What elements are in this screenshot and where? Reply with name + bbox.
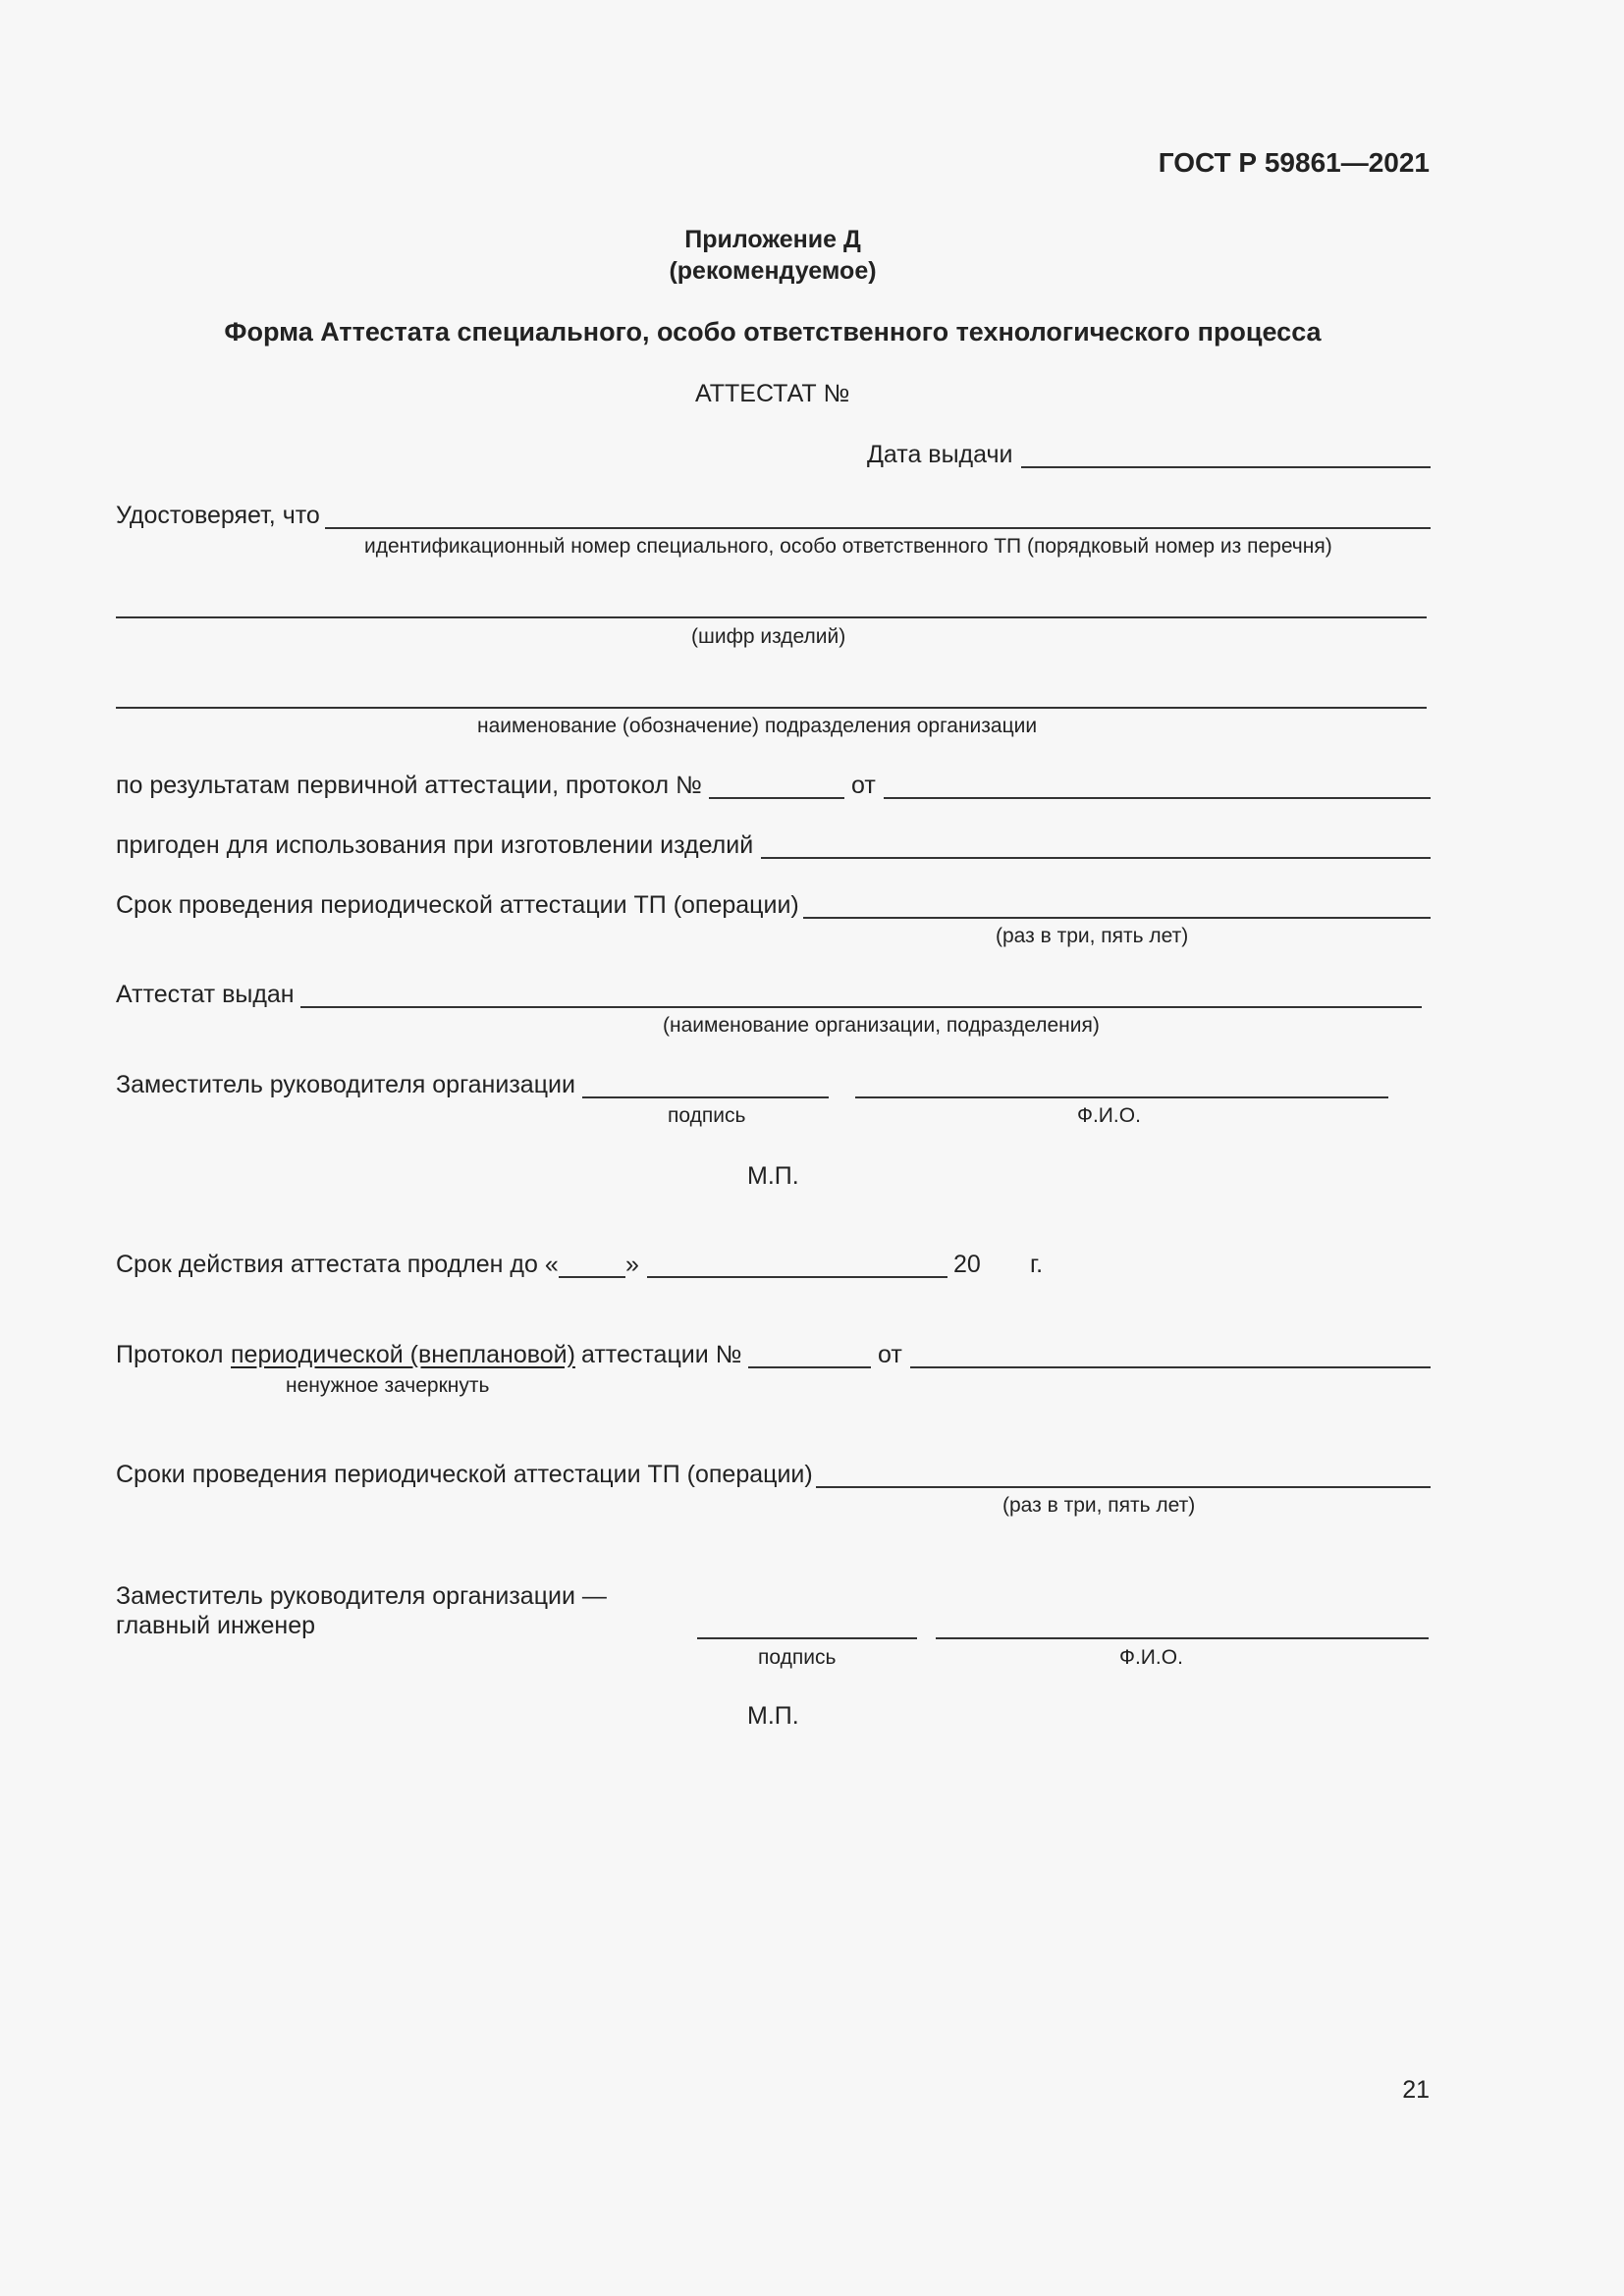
periodic-terms2-label: Сроки проведения периодической аттестации ТП (операции) xyxy=(116,1461,813,1488)
protocol-type: периодической (внеплановой) xyxy=(231,1341,575,1368)
protocol-date-field[interactable] xyxy=(910,1366,1431,1368)
chief-name-field[interactable] xyxy=(936,1637,1429,1639)
chief-signature-field[interactable] xyxy=(697,1637,917,1639)
extension-year-prefix: 20 xyxy=(953,1251,981,1278)
form-title: Форма Аттестата специального, особо ответственного технологического процесса xyxy=(224,317,1322,347)
suitable-label: пригоден для использования при изготовлении изделий xyxy=(116,831,754,859)
protocol-label: Протокол xyxy=(116,1341,224,1368)
subdivision-caption: наименование (обозначение) подразделения организации xyxy=(477,715,1038,737)
products-field[interactable] xyxy=(761,857,1431,859)
primary-protocol-number-field[interactable] xyxy=(709,797,844,799)
extension-label: Срок действия аттестата продлен до « xyxy=(116,1251,559,1278)
issued-to-field[interactable] xyxy=(300,1006,1422,1008)
issue-date-label: Дата выдачи xyxy=(867,441,1013,468)
deputy-name-field[interactable] xyxy=(855,1096,1388,1098)
deputy-label: Заместитель руководителя организации xyxy=(116,1071,575,1098)
periodic-term-label: Срок проведения периодической аттестации ТП (операции) xyxy=(116,891,799,919)
product-code-field[interactable] xyxy=(116,616,1427,618)
extension-month-field[interactable] xyxy=(647,1276,947,1278)
periodic-terms2-field[interactable] xyxy=(816,1486,1431,1488)
attestat-number-label: АТТЕСТАТ № xyxy=(695,380,850,407)
extension-day-field[interactable] xyxy=(559,1276,625,1278)
primary-from-label: от xyxy=(851,772,876,799)
chief-name-caption: Ф.И.О. xyxy=(1119,1646,1183,1669)
appendix-title: Приложение Д xyxy=(684,226,861,253)
appendix-status: (рекомендуемое) xyxy=(669,257,877,285)
product-code-caption: (шифр изделий) xyxy=(691,625,846,648)
issue-date-field[interactable] xyxy=(1021,466,1431,468)
standard-number: ГОСТ Р 59861—2021 xyxy=(1158,147,1430,178)
protocol-from-label: от xyxy=(878,1341,902,1368)
chief-signature-caption: подпись xyxy=(758,1646,837,1669)
deputy-signature-field[interactable] xyxy=(582,1096,829,1098)
subdivision-field[interactable] xyxy=(116,707,1427,709)
periodic-term-field[interactable] xyxy=(803,917,1431,919)
protocol-note: ненужное зачеркнуть xyxy=(286,1374,490,1397)
certifies-label: Удостоверяет, что xyxy=(116,502,320,529)
extension-quote-close: » xyxy=(625,1251,639,1278)
periodic-term-caption: (раз в три, пять лет) xyxy=(996,925,1189,947)
tp-identifier-caption: идентификационный номер специального, особо ответственного ТП (порядковый номер из перечня) xyxy=(364,535,1332,558)
tp-identifier-field[interactable] xyxy=(325,527,1431,529)
protocol-number-label: аттестации № xyxy=(581,1341,742,1368)
issued-label: Аттестат выдан xyxy=(116,981,295,1008)
seal2-label: М.П. xyxy=(747,1702,799,1730)
chief-label-line2: главный инженер xyxy=(116,1612,316,1639)
seal-label: М.П. xyxy=(747,1162,799,1190)
deputy-signature-caption: подпись xyxy=(668,1104,746,1127)
extension-year-suffix: г. xyxy=(1030,1251,1044,1278)
page-number: 21 xyxy=(1402,2076,1430,2104)
primary-protocol-date-field[interactable] xyxy=(884,797,1431,799)
chief-label-line1: Заместитель руководителя организации — xyxy=(116,1582,607,1610)
issued-caption: (наименование организации, подразделения) xyxy=(663,1014,1100,1037)
protocol-number-field[interactable] xyxy=(748,1366,871,1368)
periodic-terms2-caption: (раз в три, пять лет) xyxy=(1002,1494,1196,1517)
primary-results-label: по результатам первичной аттестации, протокол № xyxy=(116,772,702,799)
deputy-name-caption: Ф.И.О. xyxy=(1077,1104,1141,1127)
